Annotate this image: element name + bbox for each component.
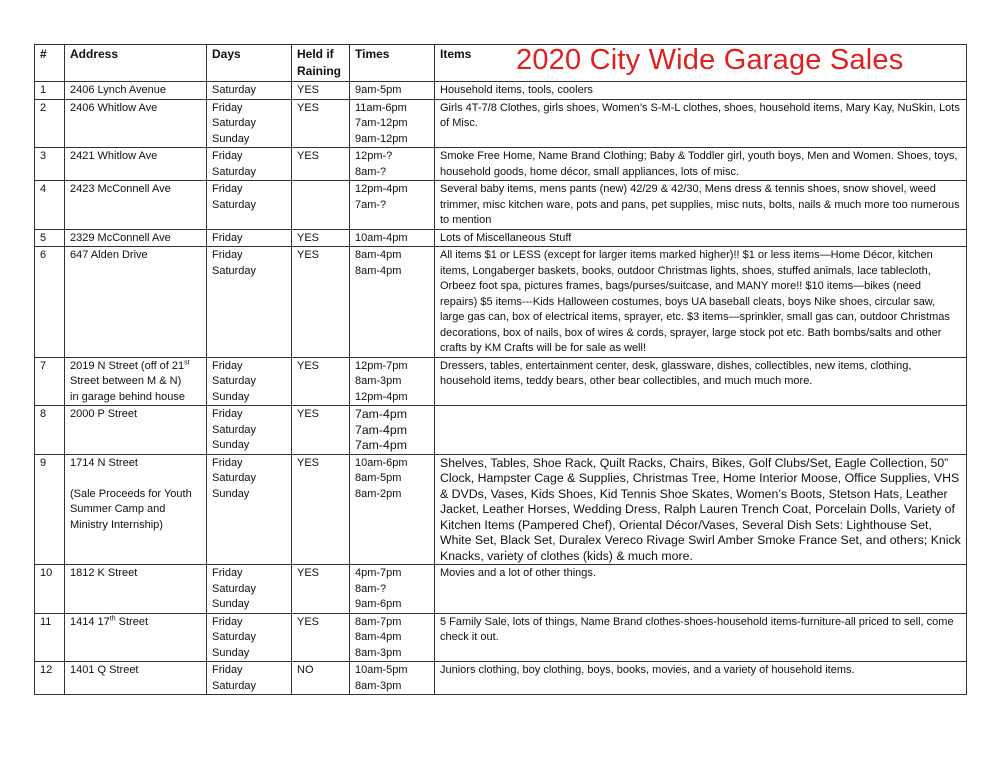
cell-address: 2406 Lynch Avenue xyxy=(65,82,207,100)
cell-days: Friday Saturday Sunday xyxy=(207,454,292,565)
header-raining: Held if Raining xyxy=(292,45,350,82)
cell-address: 1401 Q Street xyxy=(65,662,207,695)
cell-days: Friday Saturday xyxy=(207,662,292,695)
header-num: # xyxy=(35,45,65,82)
cell-raining: YES xyxy=(292,454,350,565)
cell-times: 12pm-4pm 7am-? xyxy=(350,181,435,230)
cell-raining: YES xyxy=(292,247,350,358)
cell-days: Friday Saturday Sunday xyxy=(207,565,292,614)
header-address: Address xyxy=(65,45,207,82)
header-times: Times xyxy=(350,45,435,82)
cell-address: 2000 P Street xyxy=(65,406,207,455)
cell-address: 1812 K Street xyxy=(65,565,207,614)
cell-days: Friday Saturday xyxy=(207,247,292,358)
address-superscript: th xyxy=(109,614,116,622)
table-row xyxy=(35,565,967,614)
cell-times: 11am-6pm 7am-12pm 9am-12pm xyxy=(350,99,435,148)
address-text: Street between M & N) in garage behind house xyxy=(70,375,185,403)
cell-num: 10 xyxy=(35,565,65,614)
cell-times: 8am-4pm 8am-4pm xyxy=(350,247,435,358)
cell-address: 647 Alden Drive xyxy=(65,247,207,358)
table-row xyxy=(35,229,967,247)
cell-num: 5 xyxy=(35,229,65,247)
cell-days: Friday Saturday Sunday xyxy=(207,406,292,455)
cell-num: 7 xyxy=(35,357,65,406)
cell-address xyxy=(65,613,207,662)
cell-items: Movies and a lot of other things. xyxy=(435,565,967,614)
cell-raining: NO xyxy=(292,662,350,695)
address-superscript: st xyxy=(184,358,190,366)
cell-address: 1714 N Street (Sale Proceeds for Youth Summer Camp and Ministry Internship) xyxy=(65,454,207,565)
cell-items: Shelves, Tables, Shoe Rack, Quilt Racks, Chairs, Bikes, Golf Clubs/Set, Eagle Collection, 50” Clock, Hampster Cage & Supplies, Christmas Tree, Home Interior Moose, Office Supplies, VHS & DVDs, Vases, Kids Shoes, Kid Tennis Shoe Skates, Women’s Boots, Stetson Hats, Leather Jacket, Leather Horses, Wedding Dress, Ralph Lauren Trench Coat, Porcelain Dolls, Variety of Kitchen Items (Pampered Chef), Oriental Décor/Vases, Several Dish Sets: Lighthouse Set, White Set, Black Set, Duralex Vereco Rivage Swirl Amber Smoke France Set, and others; Knick Knacks, variety of clothes (kids) & much more. xyxy=(435,454,967,565)
cell-items: Lots of Miscellaneous Stuff xyxy=(435,229,967,247)
cell-address: 2421 Whitlow Ave xyxy=(65,148,207,181)
cell-items: Juniors clothing, boy clothing, boys, books, movies, and a variety of household items. xyxy=(435,662,967,695)
cell-num: 9 xyxy=(35,454,65,565)
address-text: 1414 17 xyxy=(70,615,110,628)
header-days: Days xyxy=(207,45,292,82)
cell-days: Friday Saturday xyxy=(207,181,292,230)
cell-raining: YES xyxy=(292,565,350,614)
cell-raining: YES xyxy=(292,357,350,406)
page-title: 2020 City Wide Garage Sales xyxy=(516,44,904,76)
cell-items: Girls 4T-7/8 Clothes, girls shoes, Women’s S-M-L clothes, shoes, household items, Mary Kay, NuSkin, Lots of Misc. xyxy=(435,99,967,148)
table-row xyxy=(35,454,967,565)
table-row xyxy=(35,662,967,695)
table-row xyxy=(35,613,967,662)
cell-num: 6 xyxy=(35,247,65,358)
cell-address: 2423 McConnell Ave xyxy=(65,181,207,230)
cell-items: All items $1 or LESS (except for larger items marked higher)!! $1 or less items—Home Décor, kitchen items, Longaberger baskets, books, outdoor Christmas lights, shoes, stuffed animals, lace tablecloth, Orbeez foot spa, pictures frames, bags/purses/suitcase, and MANY more!! $10 items—bikes (need repairs) $5 items---Kids Halloween costumes, boys UA baseball cleats, boys Nike shoes, circular saw, large gas can, box of electrical items, sprayer, etc. $3 items—sprinkler, small gas can, outdoor Christmas decorations, box of nails, box of wires & cords, sprayer, large stock pot etc. Bath bombs/salts and other crafts by KM Crafts will be for sale as well! xyxy=(435,247,967,358)
cell-times: 12pm-7pm 8am-3pm 12pm-4pm xyxy=(350,357,435,406)
cell-days: Friday Saturday xyxy=(207,148,292,181)
cell-num: 2 xyxy=(35,99,65,148)
cell-raining: YES xyxy=(292,229,350,247)
cell-address: 2406 Whitlow Ave xyxy=(65,99,207,148)
garage-sales-table xyxy=(34,44,967,695)
table-row xyxy=(35,148,967,181)
cell-num: 1 xyxy=(35,82,65,100)
cell-num: 11 xyxy=(35,613,65,662)
cell-times: 7am-4pm 7am-4pm 7am-4pm xyxy=(350,406,435,455)
cell-num: 3 xyxy=(35,148,65,181)
cell-items: 5 Family Sale, lots of things, Name Brand clothes-shoes-household items-furniture-all priced to sell, come check it out. xyxy=(435,613,967,662)
table-row xyxy=(35,357,967,406)
header-items: Items xyxy=(435,45,967,82)
cell-raining: YES xyxy=(292,99,350,148)
cell-times: 10am-4pm xyxy=(350,229,435,247)
cell-items: Smoke Free Home, Name Brand Clothing; Baby & Toddler girl, youth boys, Men and Women. Shoes, toys, household goods, home décor, small appliances, lots of misc. xyxy=(435,148,967,181)
cell-items: Several baby items, mens pants (new) 42/29 & 42/30, Mens dress & tennis shoes, snow shovel, weed trimmer, misc kitchen ware, pots and pans, pet supplies, misc nuts, bolts, nails & much more too numerous to mention xyxy=(435,181,967,230)
cell-times: 10am-6pm 8am-5pm 8am-2pm xyxy=(350,454,435,565)
cell-items: Household items, tools, coolers xyxy=(435,82,967,100)
cell-times: 4pm-7pm 8am-? 9am-6pm xyxy=(350,565,435,614)
cell-days: Friday Saturday Sunday xyxy=(207,99,292,148)
table-row xyxy=(35,82,967,100)
cell-times: 12pm-? 8am-? xyxy=(350,148,435,181)
cell-num: 12 xyxy=(35,662,65,695)
cell-raining: YES xyxy=(292,406,350,455)
cell-address xyxy=(65,357,207,406)
cell-items xyxy=(435,406,967,455)
cell-raining: YES xyxy=(292,148,350,181)
cell-times: 8am-7pm 8am-4pm 8am-3pm xyxy=(350,613,435,662)
address-text: 2019 N Street (off of 21 xyxy=(70,359,185,372)
address-text: Street xyxy=(115,615,149,628)
cell-days: Friday xyxy=(207,229,292,247)
cell-times: 10am-5pm 8am-3pm xyxy=(350,662,435,695)
cell-days: Saturday xyxy=(207,82,292,100)
cell-items: Dressers, tables, entertainment center, desk, glassware, dishes, collectibles, new items, clothing, household items, teddy bears, other bear collectibles, and much much more. xyxy=(435,357,967,406)
cell-raining: YES xyxy=(292,82,350,100)
cell-days: Friday Saturday Sunday xyxy=(207,613,292,662)
table-row xyxy=(35,181,967,230)
cell-raining xyxy=(292,181,350,230)
cell-days: Friday Saturday Sunday xyxy=(207,357,292,406)
table-row xyxy=(35,406,967,455)
cell-raining: YES xyxy=(292,613,350,662)
cell-address: 2329 McConnell Ave xyxy=(65,229,207,247)
table-row xyxy=(35,99,967,148)
cell-num: 8 xyxy=(35,406,65,455)
cell-times: 9am-5pm xyxy=(350,82,435,100)
table-row xyxy=(35,247,967,358)
cell-num: 4 xyxy=(35,181,65,230)
